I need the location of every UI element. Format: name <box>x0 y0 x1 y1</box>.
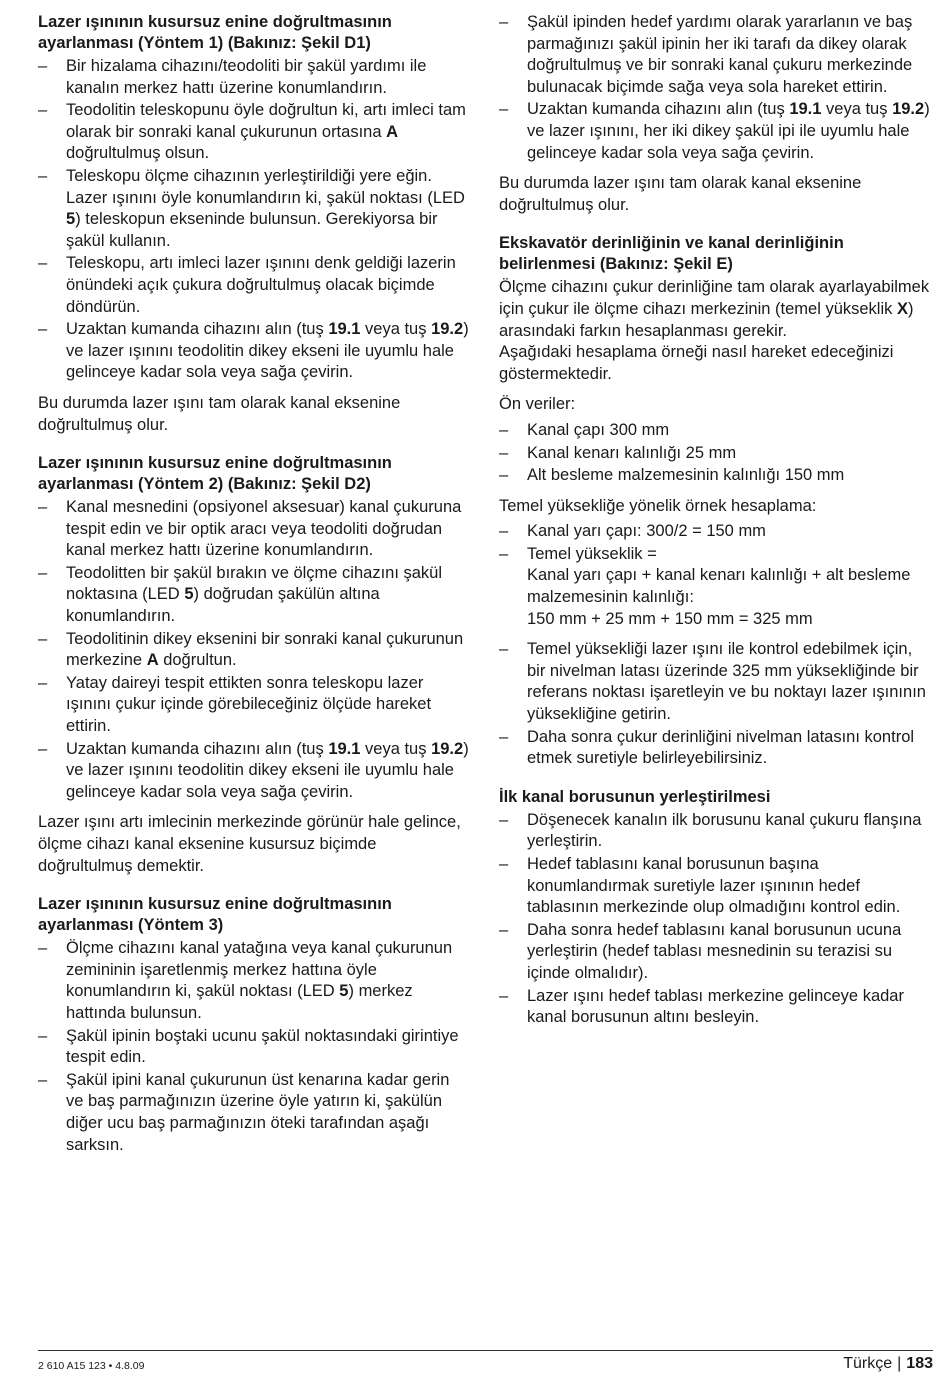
list-item <box>499 465 933 487</box>
calc-formula: Kanal yarı çapı + kanal kenarı kalınlığı + alt besleme malzemesinin kalınlığı: <box>527 566 911 607</box>
right-column <box>499 12 933 1030</box>
step-list <box>499 639 933 770</box>
text-run: ) arasındaki farkın hesaplanması gerekir. <box>499 299 914 340</box>
text-run: Kanal mesnedini (opsiyonel aksesuar) kanal çukuruna tespit edin ve bir optik aracı veya teodoliti doğrudan kanal merkez hattı üzerine konumlandırın. <box>66 498 462 560</box>
bullet-dash: – <box>38 254 48 273</box>
bold-ref: A <box>386 122 399 141</box>
list-item <box>499 854 933 919</box>
list-item <box>38 739 470 804</box>
bullet-dash: – <box>38 673 48 692</box>
bold-ref: 5 <box>339 982 349 1001</box>
text-run: Alt besleme malzemesinin kalınlığı 150 mm <box>527 466 845 485</box>
text-run: Temel yüksekliği lazer ışını ile kontrol edebilmek için, bir nivelman latası üzerinde 325 mm yüksekliğinde bir referans noktası işaretleyin ve bu noktayı lazer ışınının yüksekliğine getirin. <box>527 640 926 724</box>
page-footer <box>38 1350 933 1378</box>
bullet-dash: – <box>38 739 48 758</box>
text-run: Şakül ipinden hedef yardımı olarak yararlanın ve baş parmağınızı şakül ipinin her iki tarafı da dikey olarak doğrultulmuş ve bir sonraki kanal çukuru merkezinde bulunacak biçimde sağa veya sola hareket ettirin. <box>527 13 913 96</box>
section-depth <box>499 233 933 769</box>
text-run: Şakül ipinin boştaki ucunu şakül noktasındaki girintiye tespit edin. <box>66 1026 459 1067</box>
text-run: ) ve lazer ışınını teodolitin dikey ekseni ile uyumlu hale gelinceye kadar sola veya sağa çevirin. <box>66 320 469 382</box>
result-text: Lazer ışını artı imlecinin merkezinde görünür hale gelince, ölçme cihazı kanal eksenine kusursuz biçimde doğrultulmuş demektir. <box>38 813 461 875</box>
bullet-dash: – <box>499 920 509 939</box>
bullet-dash: – <box>499 13 509 31</box>
section-title: Lazer ışınının kusursuz enine doğrultmasının ayarlanması (Yöntem 2) (Bakınız: Şekil D2) <box>38 454 392 494</box>
bold-ref: 19.2 <box>892 100 925 119</box>
calc-head: Temel yükseklik = <box>527 544 657 563</box>
bullet-dash: – <box>499 466 509 485</box>
bullet-dash: – <box>38 563 48 582</box>
text-run: veya tuş <box>821 100 893 119</box>
language-label: Türkçe <box>843 1355 893 1372</box>
text-run: Teodolitinin dikey eksenini bir sonraki kanal çukurunun merkezine <box>66 629 464 670</box>
calc-radius: Kanal yarı çapı: 300/2 = 150 mm <box>527 522 766 541</box>
text-run: Kanal çapı 300 mm <box>527 420 670 439</box>
bullet-dash: – <box>38 166 48 185</box>
list-item <box>38 1070 470 1156</box>
calc-result: 150 mm + 25 mm + 150 mm = 325 mm <box>527 609 813 628</box>
page-number: 183 <box>906 1355 933 1372</box>
bold-ref: 5 <box>66 210 76 229</box>
text-run: ) doğrudan şakülün altına konumlandırın. <box>66 585 380 626</box>
bullet-dash: – <box>499 443 509 462</box>
bullet-dash: – <box>38 629 48 648</box>
text-run: Yatay daireyi tespit ettikten sonra teleskopu lazer ışınını çukur içinde görebileceğiniz ölçüde hareket ettirin. <box>66 673 432 736</box>
bullet-dash: – <box>38 939 48 958</box>
text-run: Teleskopu ölçme cihazının yerleştirildiği yere eğin. Lazer ışınını öyle konumlandırın ki, şakül noktası (LED <box>66 166 465 207</box>
text-run: Döşenecek kanalın ilk borusunu kanal çukuru flanşına yerleştirin. <box>527 810 922 851</box>
list-item <box>499 99 933 164</box>
intro-text <box>499 277 933 342</box>
step-list <box>499 12 933 164</box>
bullet-dash: – <box>499 810 509 829</box>
section-title: Lazer ışınının kusursuz enine doğrultmasının ayarlanması (Yöntem 3) <box>38 895 392 935</box>
list-item <box>499 12 933 98</box>
list-item <box>499 443 933 465</box>
list-item <box>38 100 470 165</box>
given-list <box>499 420 933 487</box>
list-item <box>38 629 470 672</box>
bold-ref: 19.1 <box>328 320 361 339</box>
list-item <box>38 166 470 252</box>
example-label: Temel yüksekliğe yönelik örnek hesaplama: <box>499 496 817 515</box>
text-run: veya tuş <box>360 320 432 339</box>
text-run: Ölçme cihazını kanal yatağına veya kanal çukurunun zemininin işaretlenmiş merkez hattına öyle konumlandırın ki, şakül noktası (LED <box>66 939 453 1001</box>
bullet-dash: – <box>38 320 48 339</box>
text-run: ) teleskopun ekseninde bulunsun. Gerekiyorsa bir şakül kullanın. <box>66 210 438 250</box>
text-run: Daha sonra çukur derinliğini nivelman latasını kontrol etmek suretiyle belirleyebilirsiniz. <box>527 727 915 768</box>
text-run: Teodolitten bir şakül bırakın ve ölçme cihazını şakül noktasına (LED <box>66 563 443 604</box>
section-method-2 <box>38 453 470 877</box>
list-item <box>38 673 470 738</box>
bullet-dash: – <box>499 727 509 746</box>
section-method-3 <box>38 894 470 1156</box>
bullet-dash: – <box>499 986 509 1005</box>
list-item: – Temel yükseklik = Kanal yarı çapı + kanal kenarı kalınlığı + alt besleme malzemesinin kalınlığı: 150 mm + 25 mm + 150 mm = 325 mm <box>499 544 933 630</box>
bullet-dash: – <box>499 100 509 119</box>
text-run: Lazer ışını hedef tablası merkezine gelinceye kadar kanal borusunun altını besleyin. <box>527 986 904 1027</box>
section-title: Lazer ışınının kusursuz enine doğrultmasının ayarlanması (Yöntem 1) (Bakınız: Şekil D1) <box>38 13 392 52</box>
section-method-3-continued <box>499 12 933 216</box>
result-text: Bu durumda lazer ışını tam olarak kanal eksenine doğrultulmuş olur. <box>499 174 862 214</box>
step-list <box>38 938 470 1156</box>
page-label <box>843 1355 933 1373</box>
left-column <box>38 12 470 1157</box>
bold-ref: 19.1 <box>789 100 822 119</box>
bullet-dash: – <box>38 57 48 75</box>
text-run: Uzaktan kumanda cihazını alın (tuş <box>527 100 790 119</box>
text-run: Teodolitin teleskopunu öyle doğrultun ki, artı imleci tam olarak bir sonraki kanal çukurunun ortasına <box>66 101 466 141</box>
step-list <box>38 497 470 803</box>
bullet-dash: – <box>38 101 48 120</box>
intro-text-2: Aşağıdaki hesaplama örneği nasıl hareket edeceğinizi göstermektedir. <box>499 343 894 383</box>
list-item <box>38 497 470 562</box>
result-text: Bu durumda lazer ışını tam olarak kanal eksenine doğrultulmuş olur. <box>38 393 401 434</box>
list-item <box>38 563 470 628</box>
list-item <box>499 810 933 853</box>
text-run: ) ve lazer ışınını teodolitin dikey ekseni ile uyumlu hale gelinceye kadar sola veya sağa çevirin. <box>66 739 469 801</box>
text-run: Bir hizalama cihazını/teodoliti bir şakül yardımı ile kanalın merkez hattı üzerine konumlandırın. <box>66 57 427 97</box>
list-item <box>38 319 470 384</box>
section-title: İlk kanal borusunun yerleştirilmesi <box>499 787 771 806</box>
given-label: Ön veriler: <box>499 395 576 414</box>
section-title: Ekskavatör derinliğinin ve kanal derinliğinin belirlenmesi (Bakınız: Şekil E) <box>499 234 844 274</box>
text-run: Teleskopu, artı imleci lazer ışınını denk geldiği lazerin önündeki açık çukura doğrultulmuş olacak biçimde döndürün. <box>66 254 456 316</box>
bullet-dash: – <box>38 1070 48 1089</box>
bold-ref: 19.2 <box>431 739 464 758</box>
bullet-dash: – <box>499 640 509 659</box>
bold-ref: 19.1 <box>328 739 361 758</box>
bold-ref: 5 <box>184 585 194 604</box>
text-run: veya tuş <box>360 739 432 758</box>
list-item <box>38 938 470 1024</box>
list-item <box>38 1026 470 1069</box>
list-item: – Kanal yarı çapı: 300/2 = 150 mm <box>499 522 766 541</box>
text-run: Daha sonra hedef tablasını kanal borusunun ucuna yerleştirin (hedef tablası mesnedinin su terazisi su içinde olmalıdır). <box>527 920 902 982</box>
step-list <box>499 810 933 1029</box>
text-run: ) merkez hattında bulunsun. <box>66 982 413 1022</box>
bold-ref: A <box>146 651 159 670</box>
bullet-dash: – <box>38 1026 48 1045</box>
list-item <box>499 920 933 985</box>
text-run: Kanal kenarı kalınlığı 25 mm <box>527 443 737 462</box>
text-run: doğrultun. <box>158 651 237 670</box>
bold-ref: 19.2 <box>431 320 464 339</box>
list-item <box>38 56 470 99</box>
text-run: doğrultulmuş olsun. <box>66 144 210 163</box>
bold-ref: X <box>896 299 908 318</box>
list-item <box>38 253 470 318</box>
text-run: ) ve lazer ışınını, her iki dikey şakül ipi ile uyumlu hale gelinceye kadar sola veya sağa çevirin. <box>527 100 930 162</box>
bullet-dash: – <box>38 498 48 517</box>
step-list <box>38 56 470 384</box>
calc-list <box>499 521 933 630</box>
bullet-dash: – <box>499 420 509 439</box>
text-run: Uzaktan kumanda cihazını alın (tuş <box>66 320 329 339</box>
text-run: Şakül ipini kanal çukurunun üst kenarına kadar gerin ve baş parmağınızın üzerine öyle yatırın ki, şakülün diğer ucu baş parmağınızın öteki tarafından aşağı sarksın. <box>66 1070 450 1154</box>
list-item <box>499 420 933 442</box>
list-item <box>499 986 933 1029</box>
bullet-dash: – <box>499 855 509 873</box>
section-first-pipe <box>499 787 933 1029</box>
text-run: Ölçme cihazını çukur derinliğine tam olarak ayarlayabilmek için çukur ile ölçme cihazı merkezinin (temel yükseklik <box>499 278 930 318</box>
text-run: Uzaktan kumanda cihazını alın (tuş <box>66 739 329 758</box>
section-method-1 <box>38 12 470 436</box>
list-item <box>499 727 933 770</box>
list-item <box>499 639 933 725</box>
document-code: 2 610 A15 123 • 4.8.09 <box>38 1360 145 1372</box>
separator: | <box>897 1355 902 1372</box>
text-run: Hedef tablasını kanal borusunun başına konumlandırmak suretiyle lazer ışınının hedef tablasının merkezinde olup olmadığını kontrol edin. <box>527 855 901 917</box>
